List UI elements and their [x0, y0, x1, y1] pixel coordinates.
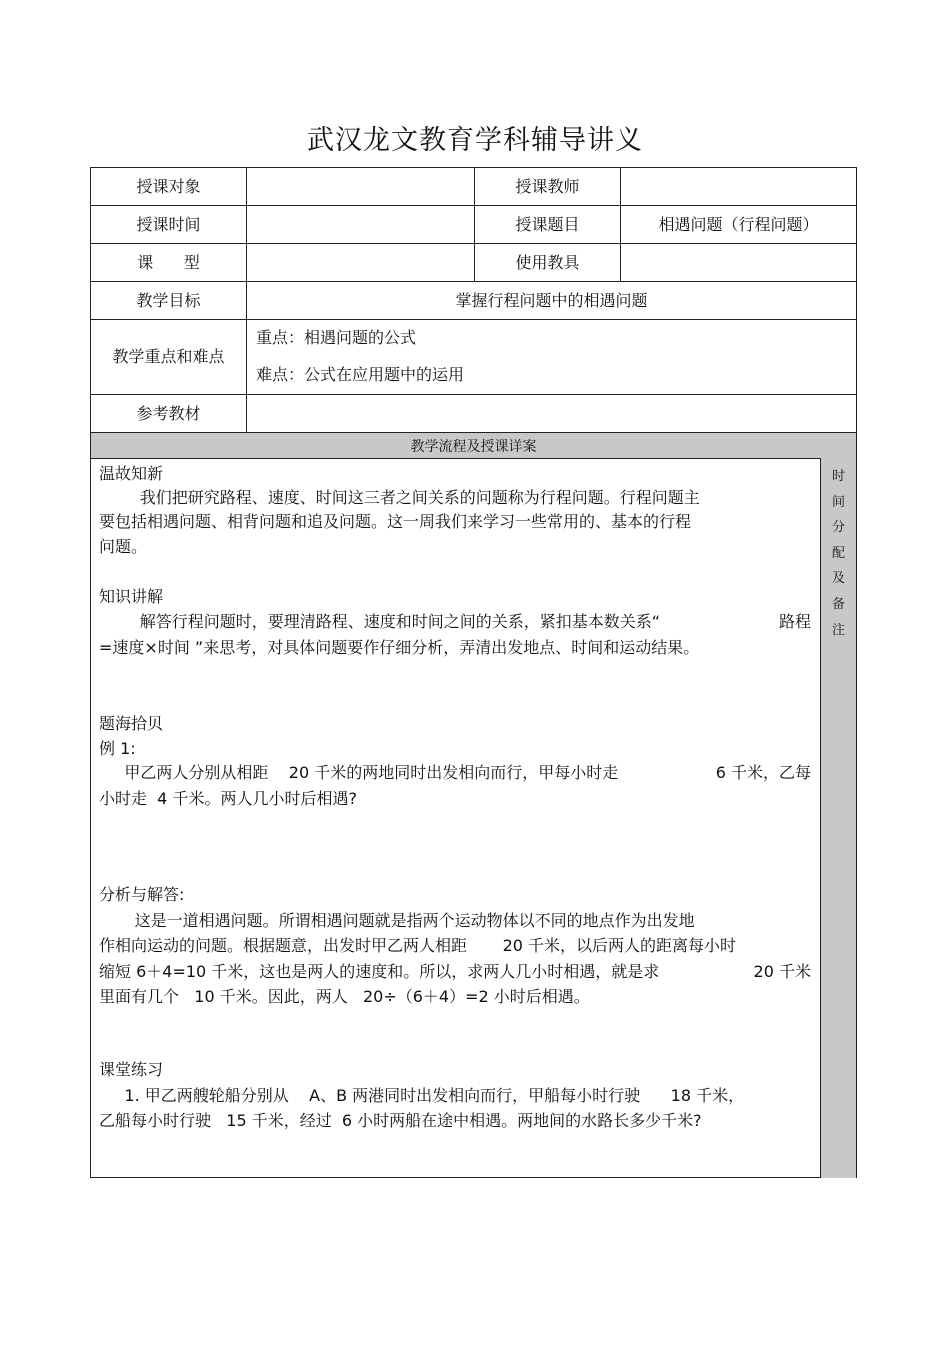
example-label: 例 1:: [99, 739, 136, 758]
examples-heading: 题海拾贝: [99, 714, 164, 733]
analysis-paragraph-line: [99, 958, 811, 985]
knowledge-paragraph-line: =速度×时间 ”来思考，对具体问题要作仔细分析，弄清出发地点、时间和运动结果。: [99, 638, 700, 657]
analysis-text: 缩短 6＋4=10 千米，这也是两人的速度和。所以，求两人几小时相遇，就是求: [99, 962, 660, 981]
analysis-text: 20 千米: [753, 962, 811, 981]
teacher-label: 授课教师: [515, 176, 580, 196]
practice-heading: 课堂练习: [99, 1060, 164, 1079]
notes-column-char: 配: [831, 545, 845, 561]
notes-column: [821, 458, 856, 1178]
example-paragraph-line: [99, 759, 811, 786]
table-border-bottom: [91, 1177, 857, 1178]
reference-label: 参考教材: [136, 403, 201, 423]
page-title: 武汉龙文教育学科辅导讲义: [307, 125, 643, 156]
key-point-field[interactable]: 重点：相遇问题的公式: [256, 328, 417, 347]
knowledge-text: 解答行程问题时，要理清路程、速度和时间之间的关系，紧扣基本数关系“: [99, 612, 660, 631]
tools-label: 使用教具: [515, 252, 580, 272]
time-label: 授课时间: [136, 214, 201, 234]
difficulty-field[interactable]: 难点：公式在应用题中的运用: [256, 365, 465, 384]
table-border-right: [856, 167, 857, 1178]
topic-field[interactable]: 相遇问题（行程问题）: [658, 214, 819, 234]
knowledge-paragraph-line: [99, 608, 811, 635]
notes-column-char: 间: [831, 494, 845, 510]
table-row-divider: [91, 458, 857, 459]
notes-column-char: 注: [831, 622, 845, 638]
topic-label: 授课题目: [515, 214, 580, 234]
example-paragraph-line: 小时走 4 千米。两人几小时后相遇?: [99, 789, 357, 808]
analysis-heading: 分析与解答:: [99, 885, 185, 904]
goal-field[interactable]: 掌握行程问题中的相遇问题: [455, 290, 648, 310]
reference-field[interactable]: [256, 395, 846, 432]
goal-label: 教学目标: [136, 290, 201, 310]
teacher-field[interactable]: [630, 168, 856, 205]
notes-column-char: 备: [831, 596, 845, 612]
analysis-paragraph-line: 这是一道相遇问题。所谓相遇问题就是指两个运动物体以不同的地点作为出发地: [99, 911, 695, 930]
keypoints-label: 教学重点和难点: [112, 347, 225, 366]
notes-column-char: 及: [831, 571, 845, 587]
analysis-paragraph-line: 作相向运动的问题。根据题意，出发时甲乙两人相距 20 千米，以后两人的距离每小时: [99, 936, 737, 955]
example-text: 甲乙两人分别从相距 20 千米的两地同时出发相向而行，甲每小时走: [99, 763, 619, 782]
lesson-type-field[interactable]: [256, 244, 474, 281]
analysis-paragraph-line: 里面有几个 10 千米。因此，两人 20÷（6＋4）=2 小时后相遇。: [99, 987, 590, 1006]
notes-column-char: 分: [831, 520, 845, 536]
student-field[interactable]: [256, 168, 474, 205]
review-paragraph-line: 要包括相遇问题、相背问题和追及问题。这一周我们来学习一些常用的、基本的行程: [99, 512, 692, 531]
practice-paragraph-line: 乙船每小时行驶 15 千米，经过 6 小时两船在途中相遇。两地间的水路长多少千米?: [99, 1111, 702, 1130]
example-text: 6 千米，乙每: [715, 763, 811, 782]
time-field[interactable]: [256, 206, 474, 243]
review-heading: 温故知新: [99, 464, 164, 483]
knowledge-text: 路程: [778, 612, 811, 631]
section-banner: 教学流程及授课详案: [91, 433, 856, 458]
practice-paragraph-line: 1. 甲乙两艘轮船分别从 A、B 两港同时出发相向而行，甲船每小时行驶 18 千米，: [99, 1086, 745, 1105]
student-label: 授课对象: [136, 176, 201, 196]
lesson-type-label: 课 型: [137, 252, 200, 272]
review-paragraph-line: 问题。: [99, 537, 148, 556]
knowledge-heading: 知识讲解: [99, 587, 164, 606]
review-paragraph-line: 我们把研究路程、速度、时间这三者之间关系的问题称为行程问题。行程问题主: [99, 488, 700, 507]
notes-column-char: 时: [831, 469, 845, 484]
tools-field[interactable]: [630, 244, 856, 281]
